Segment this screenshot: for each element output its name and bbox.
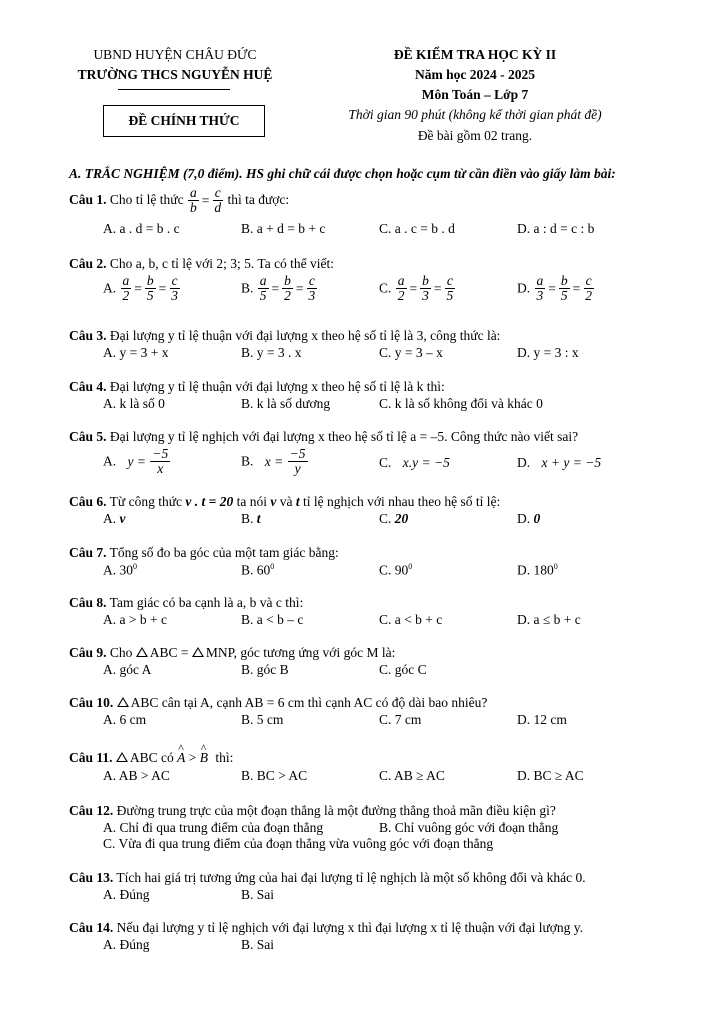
- angle-b: ^ B: [200, 750, 208, 766]
- q1-option-d: D. a : d = c : b: [517, 221, 595, 236]
- question-label: Câu 7.: [69, 545, 107, 560]
- q8-option-a: A. a > b + c: [103, 612, 167, 627]
- question-text: ABC cân tại A, cạnh AB = 6 cm thì cạnh AC có độ dài bao nhiêu?: [130, 695, 488, 710]
- q6-option-a: A. v: [103, 511, 126, 526]
- q9-option-b: B. góc B: [241, 662, 289, 677]
- q3-option-a: A. y = 3 + x: [103, 345, 169, 360]
- q4-option-a: A. k là số 0: [103, 396, 165, 411]
- fraction-c-d: $\frac{c}{d}$: [214, 185, 222, 216]
- q6-option-d: D. 0: [517, 511, 541, 526]
- q3-option-d: D. y = 3 : x: [517, 345, 579, 360]
- question-9: Câu 9. Cho ABC = MNP, góc tương ứng với góc M là:: [69, 645, 396, 660]
- official-exam-stamp: ĐỀ CHÍNH THỨC: [103, 105, 265, 137]
- q7-option-c: C. $90^0$: [379, 562, 413, 578]
- q14-option-a: A. Đúng: [103, 937, 150, 952]
- question-14: [69, 920, 583, 936]
- triangle-icon: [117, 697, 129, 707]
- page-count: Đề bài gồm 02 trang.: [417, 128, 533, 143]
- question-text-after: thì ta được:: [227, 191, 290, 207]
- question-text: Cho tỉ lệ thức: [109, 191, 184, 207]
- question-label: Câu 14.: [69, 920, 114, 935]
- question-label: Câu 2.: [69, 256, 107, 271]
- question-text: Nếu đại lượng y tỉ lệ nghịch với đại lượng x thì đại lượng x tỉ lệ thuận với đại lượng y.: [116, 920, 584, 935]
- question-label: Câu 1.: [69, 191, 107, 207]
- q7-option-b: B. $60^0$: [241, 562, 275, 578]
- question-label: Câu 11.: [69, 750, 113, 765]
- question-5: [69, 429, 578, 445]
- q3-option-c: C. y = 3 – x: [379, 345, 443, 360]
- triangle-icon: [192, 647, 204, 657]
- q1-option-c: C. a . c = b . d: [379, 221, 455, 236]
- q11-option-a: A. AB > AC: [103, 768, 170, 783]
- q9-option-a: A. góc A: [103, 662, 152, 677]
- q14-option-b: B. Sai: [241, 937, 275, 952]
- q5-option-c: C. x.y = −5: [379, 455, 450, 470]
- question-text: Đường trung trực của một đoạn thẳng là một đường thẳng thoả mãn điều kiện gì?: [116, 803, 556, 818]
- triangle-icon: [116, 752, 128, 762]
- question-13: [69, 870, 586, 886]
- question-11: Câu 11. ABC có ^ A > ^ B thì:: [69, 750, 233, 766]
- time-limit: Thời gian 90 phút (không kể thời gian phát đề): [348, 107, 602, 122]
- q4-option-b: B. k là số dương: [241, 396, 331, 411]
- exam-title: ĐỀ KIỂM TRA HỌC KỲ II: [393, 47, 557, 62]
- question-text: Tam giác có ba cạnh là a, b và c thì:: [109, 595, 304, 610]
- q11-option-b: B. BC > AC: [241, 768, 308, 783]
- q7-option-d: D. $180^0$: [517, 562, 558, 578]
- question-2: [69, 256, 334, 272]
- q3-option-b: B. y = 3 . x: [241, 345, 302, 360]
- q10-option-a: A. 6 cm: [103, 712, 147, 727]
- question-label: Câu 10.: [69, 695, 114, 710]
- question-4: [69, 379, 445, 395]
- question-7: [69, 545, 339, 561]
- q11-option-d: D. BC ≥ AC: [517, 768, 584, 783]
- q12-option-a: A. Chỉ đi qua trung điểm của đoạn thẳng: [103, 820, 324, 835]
- question-text: Đại lượng y tỉ lệ thuận với đại lượng x theo hệ số tỉ lệ là k thì:: [109, 379, 445, 394]
- school-name: TRƯỜNG THCS NGUYỄN HUỆ: [77, 67, 273, 82]
- question-label: Câu 12.: [69, 803, 114, 818]
- q10-option-b: B. 5 cm: [241, 712, 284, 727]
- triangle-icon: [136, 647, 148, 657]
- q2-option-d: D. $\frac{a}{3}$ = $\frac{b}{5}$ = $\frac{c}{2}$: [517, 273, 592, 304]
- q7-option-a: A. $30^0$: [103, 562, 137, 578]
- q6-option-c: C. 20: [379, 511, 409, 526]
- question-label: Câu 13.: [69, 870, 114, 885]
- question-10: [69, 695, 487, 711]
- formula-v-t: v . t = 20: [185, 494, 234, 509]
- q12-option-c: C. Vừa đi qua trung điểm của đoạn thẳng vừa vuông góc với đoạn thẳng: [103, 836, 494, 851]
- q2-option-c: C. $\frac{a}{2}$ = $\frac{b}{3}$ = $\frac{c}{5}$: [379, 273, 454, 304]
- question-label: Câu 9.: [69, 645, 107, 660]
- q9-option-c: C. góc C: [379, 662, 427, 677]
- question-text: Đại lượng y tỉ lệ nghịch với đại lượng x theo hệ số tỉ lệ a = –5. Công thức nào viết sai?: [109, 429, 579, 444]
- question-3: [69, 328, 500, 344]
- q4-option-c: C. k là số không đổi và khác 0: [379, 396, 543, 411]
- question-text: Tổng số đo ba góc của một tam giác bằng:: [109, 545, 339, 560]
- q2-option-b: B. $\frac{a}{5}$ = $\frac{b}{2}$ = $\frac{c}{3}$: [241, 273, 316, 304]
- q1-option-a: A. a . d = b . c: [103, 221, 180, 236]
- q5-option-d: D. x + y = −5: [517, 455, 602, 470]
- question-text: Đại lượng y tỉ lệ thuận với đại lượng x theo hệ số tỉ lệ là 3, công thức là:: [109, 328, 501, 343]
- question-text: Cho a, b, c tỉ lệ với 2; 3; 5. Ta có thể viết:: [109, 256, 335, 271]
- school-year: Năm học 2024 - 2025: [415, 67, 535, 82]
- fraction-a-b: $\frac{a}{b}$: [189, 185, 197, 216]
- question-12: [69, 803, 556, 819]
- header-underline: [118, 89, 230, 90]
- q8-option-d: D. a ≤ b + c: [517, 612, 581, 627]
- angle-a: ^ A: [177, 750, 185, 766]
- q2-option-a: A. $\frac{a}{2}$ = $\frac{b}{5}$ = $\frac{c}{3}$: [103, 273, 178, 304]
- question-1: Câu 1. Cho tỉ lệ thức $\frac{a}{b}$ = $\frac{c}{d}$ thì ta được:: [69, 185, 290, 216]
- q1-option-b: B. a + d = b + c: [241, 221, 326, 236]
- q13-option-b: B. Sai: [241, 887, 275, 902]
- q5-option-b: B. x = $\frac{-5}{y}$: [241, 446, 306, 477]
- q10-option-c: C. 7 cm: [379, 712, 422, 727]
- section-a-title: A. TRẮC NGHIỆM (7,0 điểm). HS ghi chữ cái được chọn hoặc cụm từ cần điền vào giấy làm bài:: [69, 166, 616, 181]
- question-label: Câu 6.: [69, 494, 107, 509]
- question-label: Câu 3.: [69, 328, 107, 343]
- q13-option-a: A. Đúng: [103, 887, 150, 902]
- q6-option-b: B. t: [241, 511, 261, 526]
- q5-option-a: A. y = $\frac{-5}{x}$: [103, 446, 169, 477]
- question-8: [69, 595, 303, 611]
- question-label: Câu 4.: [69, 379, 107, 394]
- q8-option-b: B. a < b – c: [241, 612, 304, 627]
- q8-option-c: C. a < b + c: [379, 612, 443, 627]
- department-name: UBND HUYỆN CHÂU ĐỨC: [93, 47, 257, 62]
- q12-option-b: B. Chỉ vuông góc với đoạn thẳng: [379, 820, 559, 835]
- question-label: Câu 8.: [69, 595, 107, 610]
- q10-option-d: D. 12 cm: [517, 712, 567, 727]
- question-6: Câu 6. Từ công thức v . t = 20 ta nói v và t tỉ lệ nghịch với nhau theo hệ số tỉ lệ:: [69, 494, 501, 509]
- question-label: Câu 5.: [69, 429, 107, 444]
- subject: Môn Toán – Lớp 7: [421, 87, 529, 102]
- question-text: Tích hai giá trị tương ứng của hai đại lượng tỉ lệ nghịch là một số không đổi và khác 0.: [116, 870, 586, 885]
- q11-option-c: C. AB ≥ AC: [379, 768, 445, 783]
